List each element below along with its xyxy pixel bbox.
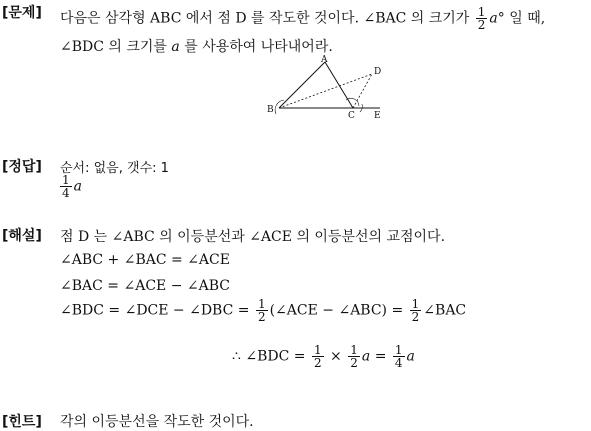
- triangle-figure: [262, 54, 392, 120]
- label-b: B: [267, 105, 274, 115]
- hint-text: 각의 이등분선을 작도한 것이다.: [60, 414, 254, 430]
- problem-line1: 다음은 삼각형 ABC 에서 점 D 를 작도한 것이다. ∠BAC 의 크기가 $\frac{1}{2}$ a° 일 때,: [60, 5, 546, 32]
- answer-value: $\frac{1}{4}$ a: [62, 173, 82, 200]
- problem-line2: ∠BDC 의 크기를 a 를 사용하여 나타내어라.: [60, 39, 333, 55]
- hint-label: [힌트]: [2, 414, 42, 430]
- solution-eq4: ∴ ∠BDC = $\frac{1}{2}$ × $\frac{1}{2}$ a = $\frac{1}{4}$ a: [232, 343, 415, 370]
- label-c: C: [348, 111, 355, 120]
- problem-label: [문제]: [2, 5, 42, 21]
- answer-meta: 순서: 없음, 갯수: 1: [60, 161, 169, 176]
- label-e: E: [374, 111, 381, 120]
- solution-eq1: ∠ABC + ∠BAC = ∠ACE: [60, 252, 230, 268]
- answer-label: [정답]: [2, 159, 42, 175]
- solution-line1: 점 D 는 ∠ABC 의 이등분선과 ∠ACE 의 이등분선의 교점이다.: [60, 229, 446, 245]
- solution-label: [해설]: [2, 228, 42, 244]
- label-d: D: [374, 67, 382, 77]
- solution-eq2: ∠BAC = ∠ACE − ∠ABC: [60, 278, 230, 294]
- problem-fraction: $\frac{1}{2}$: [477, 5, 486, 32]
- solution-eq3: ∠BDC = ∠DCE − ∠DBC = $\frac{1}{2}$ (∠ACE − ∠ABC) = $\frac{1}{2}$ ∠BAC: [60, 297, 467, 324]
- label-a: A: [321, 55, 328, 65]
